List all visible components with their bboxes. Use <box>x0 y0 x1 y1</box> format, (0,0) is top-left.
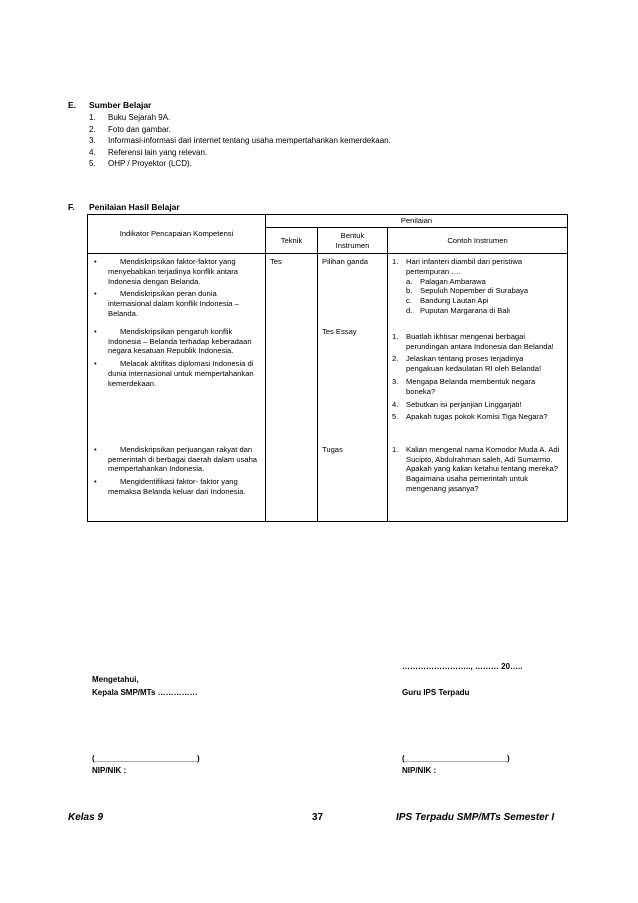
place-date: …………………….., ……… 20….. <box>402 662 523 671</box>
footer-class: Kelas 9 <box>68 812 104 823</box>
bentuk-cell: Tes Essay <box>318 324 388 442</box>
left-signature-title: Kepala SMP/MTs …………… <box>92 688 198 697</box>
section-e-list <box>89 112 391 170</box>
list-item: 5. OHP / Proyektor (LCD). <box>89 159 192 168</box>
indikator-cell <box>88 442 266 522</box>
section-e-letter: E. <box>68 100 77 110</box>
assessment-table <box>87 214 568 522</box>
bentuk-cell: Pilihan ganda <box>318 254 388 324</box>
teknik-cell: Tes <box>266 254 318 324</box>
teknik-cell <box>266 442 318 522</box>
right-nip: NIP/NIK : <box>402 766 437 775</box>
bullet-item: • Mendiskripsikan perjuangan rakyat dan pemerintah di berbagai daerah dalam usaha mempertahankan Indonesia. <box>94 444 258 474</box>
list-item: 4. Referensi lain yang relevan. <box>89 147 208 157</box>
question-item: 5. Apakah tugas pokok Komisi Tiga Negara? <box>392 412 548 422</box>
indikator-cell <box>88 254 266 324</box>
question-item: 1. Kalian mengenal nama Komodor Muda A. Adi Sucipto, Abdulrahman saleh, Adi Sumarmo. Apakah yang kalian ketahui tentang mereka? Bagaimana usaha pemerintah untuk mengenang jasanya? <box>392 444 560 493</box>
header-bentuk: Bentuk Instrumen <box>318 228 388 254</box>
option-item: a. Palagan Ambarawa <box>406 276 486 286</box>
bullet-item: • Melacak aktifitas diplomasi Indonesia di dunia internasional untuk mempertahankan kemerdekaan. <box>94 359 254 388</box>
left-nip: NIP/NIK : <box>92 766 127 775</box>
question-item: 2. Jelaskan tentang proses terjadinya pengakuan kedaulatan RI oleh Belanda! <box>392 354 542 374</box>
footer-subject: IPS Terpadu SMP/MTs Semester I <box>396 812 555 823</box>
table-row <box>88 324 568 442</box>
bullet-item: • Mendiskripsikan faktor-faktor yang menyebabkan terjadinya konflik antara Indonesia dengan Belanda. <box>94 257 239 286</box>
option-item: c. Bandung Lautan Api <box>406 296 489 306</box>
question-item: 4. Sebutkan isi perjanjian Linggarjati! <box>392 399 522 409</box>
table-row <box>88 254 568 324</box>
question-item: 1. Hari infanteri diambil dari peristiwa pertempuran …. a. Palagan Ambarawa b. Sepuluh Nopember di Surabaya c. Bandung Lautan Api d. Puputan Margarana di Bali <box>392 257 563 316</box>
section-f-title: Penilaian Hasil Belajar <box>89 202 180 212</box>
list-item: 1. Buku Sejarah 9A. <box>89 113 171 122</box>
header-teknik: Teknik <box>266 228 318 254</box>
bullet-item: • Mendiskripsikan peran dunia internasional dalam konflik Indonesia – Belanda. <box>94 289 239 318</box>
right-signature-title: Guru IPS Terpadu <box>402 688 470 697</box>
left-signature-heading: Mengetahui, <box>92 675 139 684</box>
bullet-item: • Mendiskripsikan pengaruh konflik Indonesia – Belanda terhadap keberadaan negara kesatuan Republik Indonesia. <box>94 326 252 356</box>
contoh-cell <box>388 254 568 324</box>
table-row <box>88 442 568 522</box>
page-number: 37 <box>312 812 324 823</box>
left-name-line: (_______________________) <box>92 754 200 763</box>
teknik-cell <box>266 324 318 442</box>
header-penilaian: Penilaian <box>266 215 568 228</box>
list-item: 3. Informasi-informasi dari internet tentang usaha mempertahankan kemerdekaan. <box>89 136 391 145</box>
bentuk-cell: Tugas <box>318 442 388 522</box>
bullet-item: • Mengidentifikasi faktor- faktor yang memaksa Belanda keluar dari Indonesia. <box>94 477 246 496</box>
header-contoh: Contoh Instrumen <box>388 228 568 254</box>
section-e-title: Sumber Belajar <box>89 100 152 110</box>
right-name-line: (_______________________) <box>402 754 510 763</box>
header-indikator: Indikator Pencapaian Kompetensi <box>88 215 266 254</box>
list-item: 2. Foto dan gambar. <box>89 124 171 134</box>
question-item: 3. Mengapa Belanda membentuk negara boneka? <box>392 376 536 396</box>
section-f-letter: F. <box>68 202 75 212</box>
contoh-cell <box>388 442 568 522</box>
question-item: 1. Buatlah ikhtisar mengenai berbagai perundingan antara Indonesia dan Belanda! <box>392 331 554 351</box>
option-item: b. Sepuluh Nopember di Surabaya <box>406 286 529 296</box>
option-item: d. Puputan Margarana di Bali <box>406 305 510 315</box>
indikator-cell <box>88 324 266 442</box>
contoh-cell <box>388 324 568 442</box>
